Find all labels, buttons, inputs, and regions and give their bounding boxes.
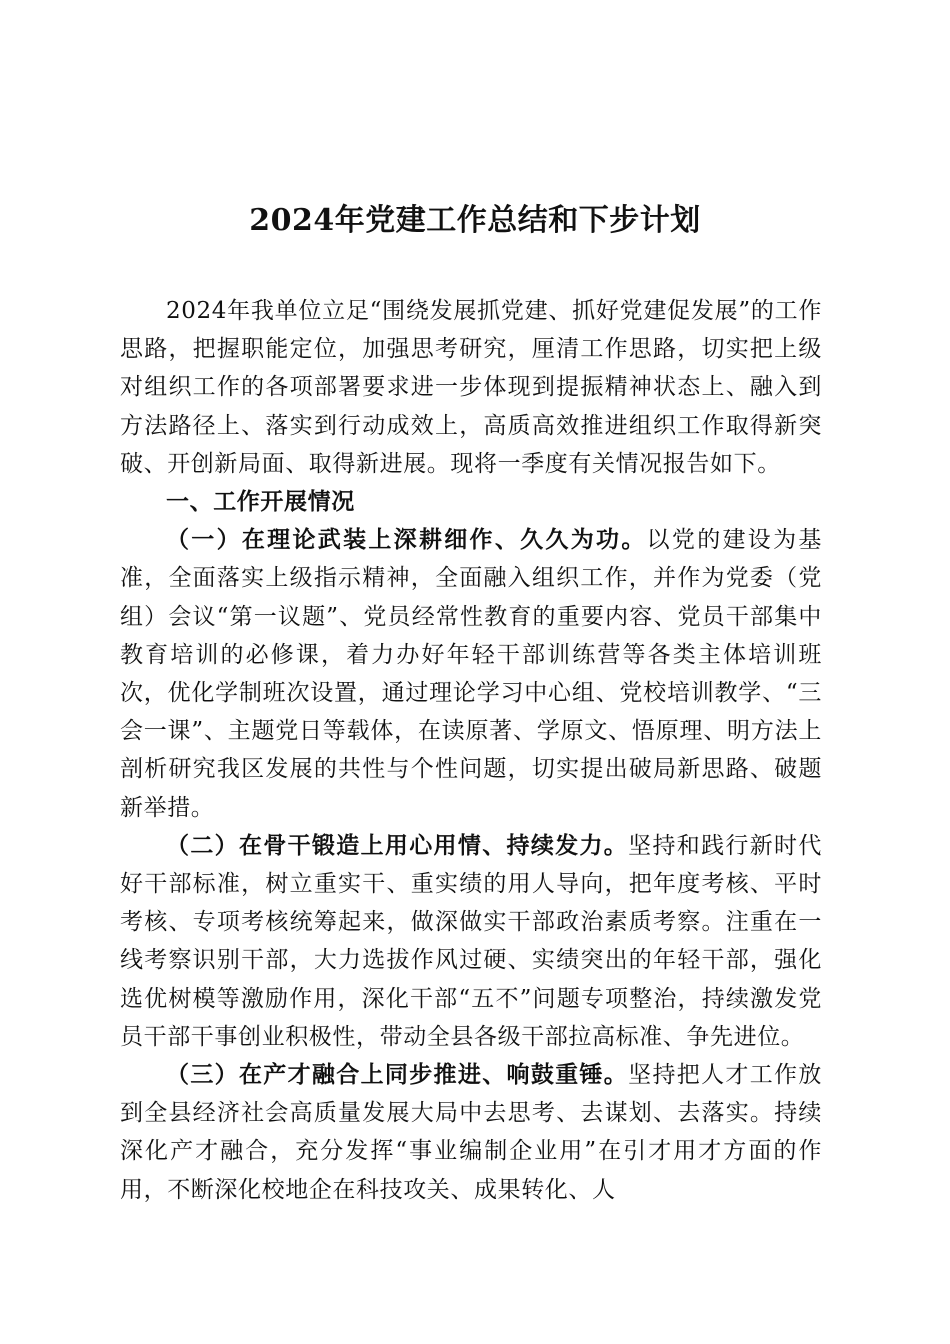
item-paragraph-1 — [120, 521, 822, 827]
item-lead-1: （一）在理论武装上深耕细作、久久为功。 — [166, 526, 647, 554]
item-text-1: 以党的建设为基准，全面落实上级指示精神，全面融入组织工作，并作为党委（党组）会议“第一议题”、党员经常性教育的重要内容、党员干部集中教育培训的必修课，着力办好年轻干部训练营等各类主体培训班次，优化学制班次设置，通过理论学习中心组、党校培训教学、“三会一课”、主题党日等载体，在读原著、学原文、悟原理、明方法上剖析研究我区发展的共性与个性问题，切实提出破局新思路、破题新举措。 — [120, 527, 822, 821]
item-lead-3: （三）在产才融合上同步推进、响鼓重锤。 — [166, 1061, 629, 1089]
document-title: 2024年党建工作总结和下步计划 — [249, 203, 701, 238]
item-paragraph-2 — [120, 827, 822, 1056]
document-body — [120, 292, 822, 1209]
intro-paragraph: 2024年我单位立足“围绕发展抓党建、抓好党建促发展”的工作思路，把握职能定位，加强思考研究，厘清工作思路，切实把上级对组织工作的各项部署要求进一步体现到提振精神状态上、融入到方法路径上、落实到行动成效上，高质高效推进组织工作取得新突破、开创新局面、取得新进展。现将一季度有关情况报告如下。 — [120, 298, 822, 477]
item-lead-2: （二）在骨干锻造上用心用情、持续发力。 — [166, 831, 629, 859]
item-paragraph-3 — [120, 1056, 822, 1209]
section-heading: 一、工作开展情况 — [166, 488, 355, 516]
item-text-3: 坚持把人才工作放到全县经济社会高质量发展大局中去思考、去谋划、去落实。持续深化产才融合，充分发挥“事业编制企业用”在引才用才方面的作用，不断深化校地企在科技攻关、成果转化、人 — [120, 1062, 822, 1203]
item-text-2: 坚持和践行新时代好干部标准，树立重实干、重实绩的用人导向，把年度考核、平时考核、专项考核统筹起来，做深做实干部政治素质考察。注重在一线考察识别干部，大力选拔作风过硬、实绩突出的年轻干部，强化选优树模等激励作用，深化干部“五不”问题专项整治，持续激发党员干部干事创业积极性，带动全县各级干部拉高标准、争先进位。 — [120, 832, 822, 1050]
